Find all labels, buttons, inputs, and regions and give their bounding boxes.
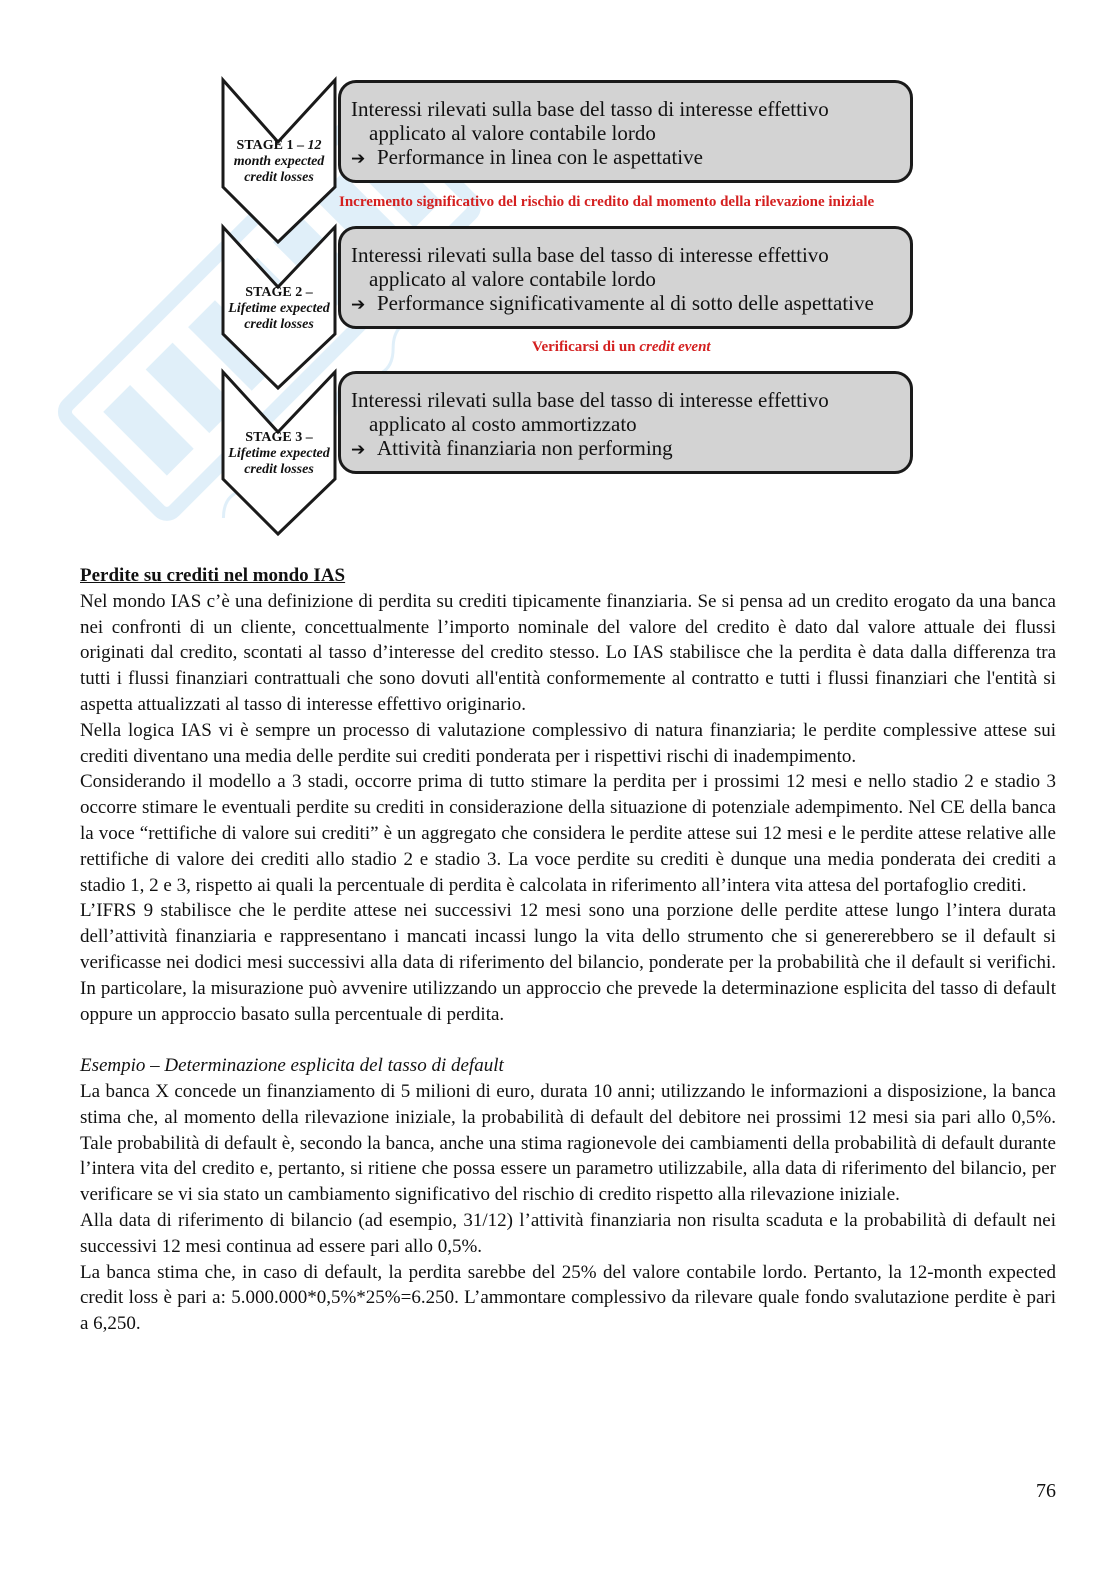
document-body xyxy=(80,563,1056,1337)
arrow-right-icon: ➔ xyxy=(351,295,366,315)
paragraph: Considerando il modello a 3 stadi, occorre prima di tutto stimare la perdita per i prossimi 12 mesi e nello stadio 2 e stadio 3 occorre stimare le eventuali perdite su crediti in considerazione della situazione di potenziale adempimento. Nel CE della banca la voce “rettifiche di valore sui crediti” è un aggregato che considera le perdite attese sui 12 mesi e le perdite attese relative alle rettifiche di valore dei crediti allo stadio 2 e stadio 3. La voce perdite su crediti è dunque una media ponderata dei crediti a stadio 1, 2 e 3, rispetto ai quali la percentuale di perdita è calcolata in riferimento all’intera vita attesa del portafoglio crediti. xyxy=(80,771,1056,896)
page-number: 76 xyxy=(1036,1480,1056,1502)
stage-3-label: STAGE 3 – Lifetime expected credit losses xyxy=(228,430,330,477)
stage-1-box: Interessi rilevati sulla base del tasso di interesse effettivo applicato al valore contabile lordo ➔ Performance in linea con le aspettative xyxy=(338,80,913,183)
paragraph: La banca stima che, in caso di default, la perdita sarebbe del 25% del valore contabile lordo. Pertanto, la 12-month expected credit loss è pari a: 5.000.000*0,5%*25%=6.250. L’ammontare complessivo da rilevare quale fondo svalutazione perdite è pari a 6,250. xyxy=(80,1261,1056,1335)
paragraph: Nel mondo IAS c’è una definizione di perdita su crediti tipicamente finanziaria. Se si pensa ad un credito erogato da una banca nei confronti di un cliente, concettualmente l’importo nominale del valore del credito è dato dal valore attuale dei flussi originati dal credito, scontati al tasso d’interesse del credito stesso. Lo IAS stabilisce che la perdita è data dalla differenza tra tutti i flussi finanziari contrattuali che sono dovuti all'entità conformemente al contratto e tutti i flussi finanziari che l'entità si aspetta attualizzati al tasso di interesse effettivo originario. xyxy=(80,590,1056,715)
paragraph: Alla data di riferimento di bilancio (ad esempio, 31/12) l’attività finanziaria non risulta scaduta e la probabilità di default nei successivi 12 mesi continua ad essere pari allo 0,5%. xyxy=(80,1209,1056,1257)
stage-2-label: STAGE 2 – Lifetime expected credit losses xyxy=(228,285,330,332)
paragraph: Nella logica IAS vi è sempre un processo di valutazione complessivo di natura finanziaria; le perdite complessive attese sui crediti diventano una media delle perdite sui crediti ponderata per i rispettivi rischi di inadempimento. xyxy=(80,719,1056,767)
stage-2-box: Interessi rilevati sulla base del tasso di interesse effettivo applicato al valore contabile lordo ➔ Performance significativamente al di sotto delle aspettative xyxy=(338,226,913,329)
arrow-right-icon: ➔ xyxy=(351,440,366,460)
section-heading: Perdite su crediti nel mondo IAS xyxy=(80,565,346,586)
paragraph: L’IFRS 9 stabilisce che le perdite attese nei successivi 12 mesi sono una porzione delle perdite attese lungo l’intera durata dell’attività finanziaria e rappresentano i mancati incassi lungo la vita dello strumento che si genererebbero se il default si verificasse nei dodici mesi successivi alla data di riferimento del bilancio, ponderate per la probabilità che il default si verifichi. In particolare, la misurazione può avvenire utilizzando un approccio che prevede la determinazione esplicita del tasso di default oppure un approccio basato sulla percentuale di perdita. xyxy=(80,900,1056,1025)
paragraph: La banca X concede un finanziamento di 5 milioni di euro, durata 10 anni; utilizzando le informazioni a disposizione, la banca stima che, al momento della rilevazione iniziale, la probabilità di default del debitore nei prossimi 12 mesi sia pari allo 0,5%. Tale probabilità di default è, secondo la banca, anche una stima ragionevole dei cambiamenti della probabilità di default durante l’intera vita del credito e, pertanto, si ritiene che possa essere un parametro utilizzabile, alla data di riferimento del bilancio, per verificare se vi sia stato un cambiamento significativo del rischio di credito rispetto alla rilevazione iniziale. xyxy=(80,1080,1056,1206)
stage-3-box: Interessi rilevati sulla base del tasso di interesse effettivo applicato al costo ammortizzato ➔ Attività finanziaria non performing xyxy=(338,371,913,474)
example-heading: Esempio – Determinazione esplicita del tasso di default xyxy=(80,1055,504,1077)
stage-1-label: STAGE 1 – 12 month expected credit losses xyxy=(233,138,325,185)
transition-2-label: Verificarsi di un credit event xyxy=(532,339,711,355)
ifrs9-stage-diagram xyxy=(215,72,925,542)
transition-1-label: Incremento significativo del rischio di credito dal momento della rilevazione iniziale xyxy=(339,194,875,210)
arrow-right-icon: ➔ xyxy=(351,149,366,169)
